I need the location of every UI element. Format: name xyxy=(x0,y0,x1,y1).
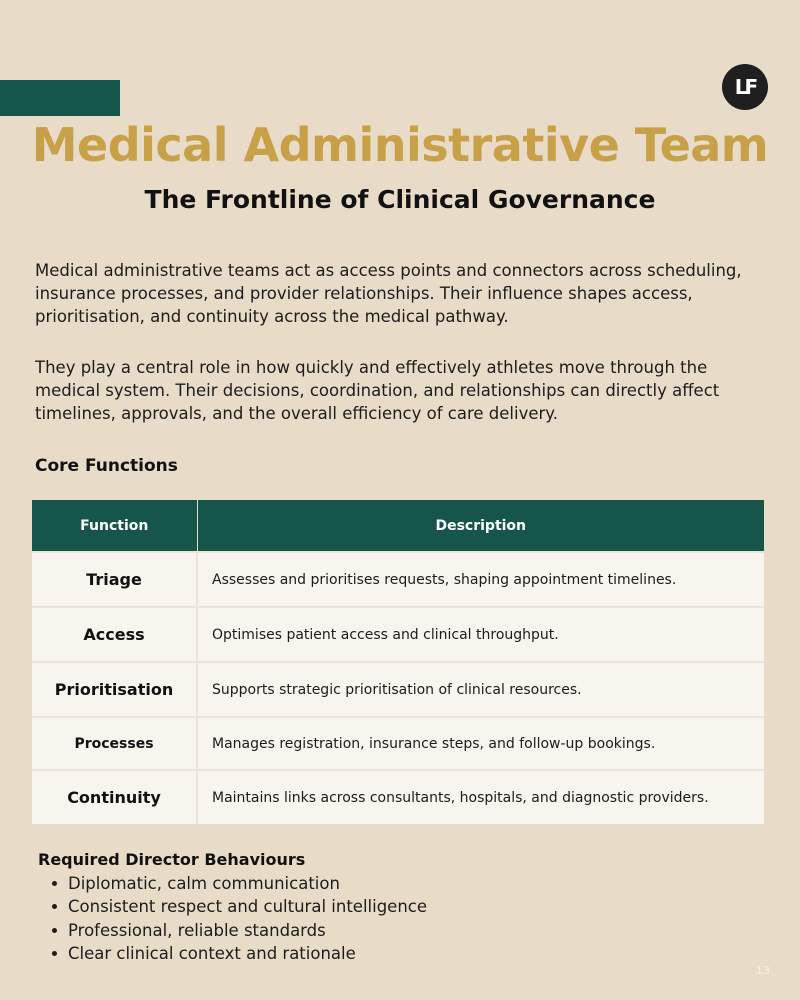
core-functions-heading: Core Functions xyxy=(35,456,178,476)
page-subtitle: The Frontline of Clinical Governance xyxy=(144,185,656,214)
function-cell: Triage xyxy=(32,552,197,607)
list-item xyxy=(40,872,427,895)
bullet-icon xyxy=(52,904,57,909)
accent-bar xyxy=(0,80,120,116)
bullet-icon xyxy=(52,881,57,886)
behaviours-list xyxy=(40,872,427,965)
function-cell: Continuity xyxy=(32,770,197,824)
bullet-icon xyxy=(52,951,57,956)
description-cell: Supports strategic prioritisation of clinical resources. xyxy=(197,662,764,717)
behaviours-heading: Required Director Behaviours xyxy=(38,850,306,869)
column-header-function: Function xyxy=(32,500,197,552)
lf-logo: LF xyxy=(722,64,768,110)
list-item-text: Professional, reliable standards xyxy=(68,920,326,940)
page-number: 13 xyxy=(756,964,770,977)
table-row xyxy=(32,770,764,824)
list-item xyxy=(40,919,427,942)
page-title: Medical Administrative Team xyxy=(31,118,769,172)
list-item xyxy=(40,895,427,918)
description-cell: Maintains links across consultants, hospitals, and diagnostic providers. xyxy=(197,770,764,824)
table-header-row xyxy=(32,500,764,552)
description-cell: Optimises patient access and clinical throughput. xyxy=(197,607,764,662)
column-header-description: Description xyxy=(197,500,764,552)
intro-paragraph-1: Medical administrative teams act as access points and connectors across scheduling, insurance processes, and provider relationships. Their influence shapes access, prioritisation, and continuity across the medical pathway. xyxy=(35,261,742,326)
table-row xyxy=(32,607,764,662)
function-cell: Processes xyxy=(32,717,197,770)
table-row xyxy=(32,717,764,770)
table-row xyxy=(32,662,764,717)
list-item-text: Diplomatic, calm communication xyxy=(68,874,340,893)
description-cell: Manages registration, insurance steps, and follow-up bookings. xyxy=(197,717,764,770)
table-row xyxy=(32,552,764,607)
function-cell: Access xyxy=(32,607,197,662)
list-item-text: Consistent respect and cultural intelligence xyxy=(68,897,427,917)
list-item xyxy=(40,942,427,965)
list-item-text: Clear clinical context and rationale xyxy=(68,943,356,963)
intro-paragraph-2: They play a central role in how quickly and effectively athletes move through the medical system. Their decisions, coordination, and relationships can directly affect timelines, approvals, and the overall efficiency of care delivery. xyxy=(35,358,720,423)
core-functions-table xyxy=(32,500,764,824)
function-cell: Prioritisation xyxy=(32,662,197,717)
description-cell: Assesses and prioritises requests, shaping appointment timelines. xyxy=(197,552,764,607)
bullet-icon xyxy=(52,928,57,933)
